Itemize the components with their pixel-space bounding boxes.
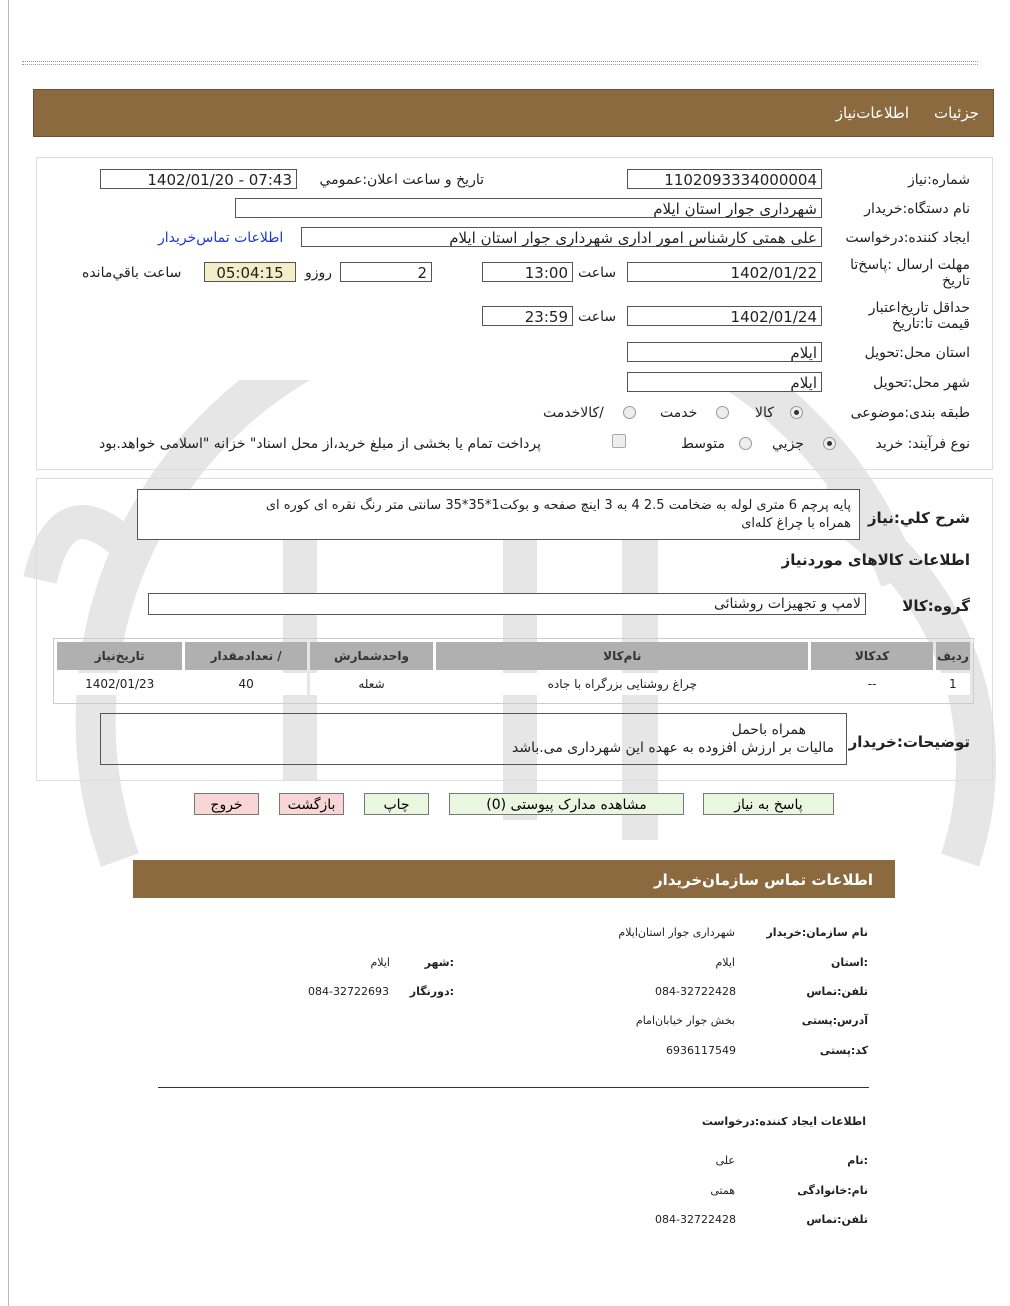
address-label: آدرس:پستی	[801, 1014, 868, 1027]
creator-phone-value: 084-32722428	[655, 1213, 736, 1226]
contact-divider	[158, 1087, 869, 1088]
goods-info-title: اطلاعات کالاهای موردنیاز	[781, 551, 970, 569]
cell-code: --	[811, 673, 932, 695]
goods-group-label: گروه:کالا	[902, 597, 970, 615]
deadline-date-field: 1402/01/22	[627, 262, 822, 282]
org-label: نام سازمان:خریدار	[766, 926, 868, 939]
province-contact-value: ایلام	[715, 956, 735, 969]
buyer-notes-line2: مالیات بر ارزش افزوده به عهده این شهرداری می.باشد	[511, 740, 834, 756]
contact-title: اطلاعات تماس سازمان‌خریدار	[653, 871, 873, 889]
buyer-contact-link[interactable]: اطلاعات تماس‌خریدار	[158, 230, 284, 246]
radio-medium-label: متوسط	[681, 436, 725, 452]
cell-name: چراغ روشنایی بزرگراه با جاده	[436, 673, 808, 695]
buyer-label: نام دستگاه:خریدار	[864, 201, 970, 217]
announce-label: تاریخ و ساعت اعلان:عمومي	[319, 172, 484, 188]
cell-date: 1402/01/23	[57, 673, 182, 695]
radio-goods-service-label: /کالاخدمت	[543, 405, 604, 421]
address-value: بخش جوار خیابان‌امام	[635, 1014, 735, 1027]
validity-time-field: 23:59	[482, 306, 573, 326]
phone-value: 084-32722428	[655, 985, 736, 998]
postal-label: کد:پستی	[819, 1044, 868, 1057]
deadline-time-label: ساعت	[578, 265, 617, 281]
creator-family-label: نام:خانوادگی	[797, 1184, 868, 1197]
goods-table	[54, 639, 973, 698]
radio-goods-label: کالا	[755, 405, 774, 421]
days-field: 2	[340, 262, 432, 282]
description-line2: همراه با چراغ کله‌ای	[741, 516, 851, 531]
contact-header-bar	[133, 860, 895, 898]
creator-name-label: :نام	[847, 1154, 868, 1167]
details-header-bar	[33, 89, 994, 137]
radio-medium[interactable]	[739, 437, 752, 450]
cell-row: 1	[936, 673, 970, 695]
phone-label: تلفن:تماس	[806, 985, 868, 998]
postal-value: 6936117549	[666, 1044, 736, 1057]
city-contact-value: ایلام	[370, 956, 390, 969]
validity-label: حداقل تاریخ‌اعتبار قیمت تا:تاریخ	[868, 300, 970, 332]
tab-details[interactable]: جزئیات	[934, 104, 979, 122]
need-number-label: شماره:نیاز	[907, 172, 970, 188]
dotted-divider	[22, 64, 978, 65]
deadline-time-field: 13:00	[482, 262, 573, 282]
description-box	[137, 489, 860, 540]
th-unit: واحدشمارش	[310, 642, 433, 670]
city-field: ایلام	[627, 372, 822, 392]
exit-button[interactable]: خروج	[194, 793, 259, 815]
city-contact-label: :شهر	[424, 956, 454, 969]
reply-button[interactable]: پاسخ به نیاز	[703, 793, 834, 815]
buyer-notes-box	[100, 713, 847, 765]
description-line1: پایه پرچم 6 متری لوله به ضخامت 2.5 4 به 3 اینچ صفحه و بوکت1*35*35 سانتی متر رنگ نقره ای کوره ای	[265, 498, 851, 513]
tab-need-info[interactable]: اطلاعات‌نیاز	[835, 104, 909, 122]
radio-goods[interactable]	[790, 406, 803, 419]
need-number-field: 1102093334000004	[627, 169, 822, 189]
process-label: نوع فرآیند: خرید	[875, 436, 970, 452]
creator-label: ایجاد کننده:درخواست	[845, 230, 970, 246]
buyer-notes-line1: همراه باحمل	[731, 722, 806, 738]
th-quantity: / تعدادمقدار	[185, 642, 306, 670]
deadline-label: مهلت ارسال :پاسخ‌تا تاریخ	[850, 257, 970, 289]
fax-label: :دورنگار	[409, 985, 454, 998]
org-value: شهرداری جوار استان‌ایلام	[618, 926, 735, 939]
province-contact-label: :استان	[831, 956, 868, 969]
city-label: شهر محل:تحویل	[873, 375, 970, 391]
announce-field: 1402/01/20 - 07:43	[100, 169, 297, 189]
category-label: طبقه بندی:موضوعی	[850, 405, 970, 421]
validity-date-field: 1402/01/24	[627, 306, 822, 326]
back-button[interactable]: بازگشت	[279, 793, 344, 815]
buyer-notes-label: توضیحات:خریدار	[848, 733, 970, 751]
radio-service-label: خدمت	[660, 405, 698, 421]
cell-quantity: 40	[185, 673, 306, 695]
description-label: شرح کلي:نیاز	[867, 509, 970, 527]
th-name: نام‌کالا	[436, 642, 808, 670]
treasury-note: پرداخت تمام یا بخشی از مبلغ خرید،از محل اسناد" خزانه "اسلامی خواهد.بود	[99, 436, 542, 452]
province-field: ایلام	[627, 342, 822, 362]
print-button[interactable]: چاپ	[364, 793, 429, 815]
creator-field: علی همتی کارشناس امور اداری شهرداری جوار استان ایلام	[301, 227, 822, 247]
table-row	[57, 673, 970, 695]
dotted-divider	[22, 61, 978, 62]
creator-family-value: همتی	[710, 1184, 735, 1197]
th-row: ردیف	[936, 642, 970, 670]
creator-name-value: علی	[715, 1154, 735, 1167]
th-date: تاریخ‌نیاز	[57, 642, 182, 670]
creator-info-title: اطلاعات ایجاد کننده:درخواست	[701, 1115, 866, 1128]
buyer-field: شهرداری جوار استان ایلام	[235, 198, 822, 218]
radio-goods-service[interactable]	[623, 406, 636, 419]
th-code: کدکالا	[811, 642, 932, 670]
goods-table-frame	[53, 638, 974, 704]
cell-unit: شعله	[310, 673, 433, 695]
remaining-label: ساعت باقي‌مانده	[82, 265, 182, 281]
days-label: روزو	[305, 265, 333, 281]
attachments-button[interactable]: مشاهده مدارک پیوستی (0)	[449, 793, 684, 815]
creator-phone-label: تلفن:تماس	[806, 1213, 868, 1226]
treasury-checkbox[interactable]	[612, 434, 626, 448]
remaining-time-field: 05:04:15	[204, 262, 296, 282]
radio-partial-label: جزیي	[772, 436, 804, 452]
fax-value: 084-32722693	[308, 985, 389, 998]
province-label: استان محل:تحویل	[864, 345, 970, 361]
goods-group-field: لامپ و تجهیزات روشنائی	[148, 593, 866, 615]
left-border-line	[8, 0, 9, 1306]
radio-partial[interactable]	[823, 437, 836, 450]
validity-time-label: ساعت	[578, 309, 617, 325]
radio-service[interactable]	[716, 406, 729, 419]
